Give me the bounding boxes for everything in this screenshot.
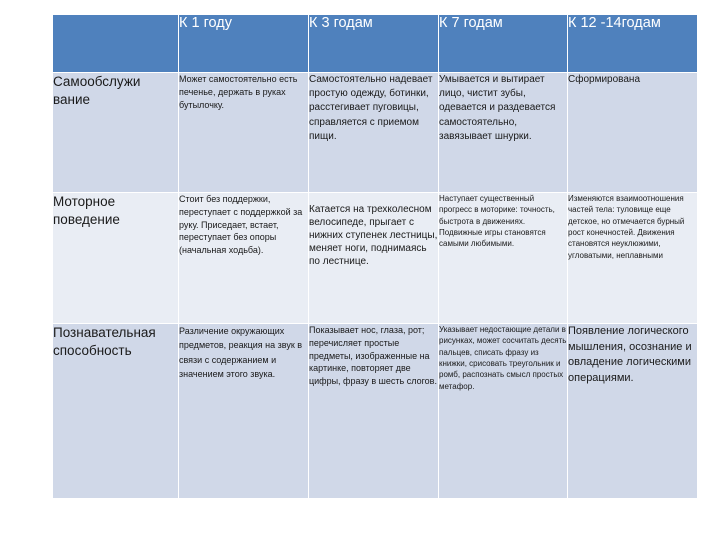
column-header: К 12 -14годам [568,15,698,73]
table-row [53,73,698,193]
table-cell: Изменяются взаимоотношения частей тела: туловище еще детское, но отмечается бурный рост конечностей. Движения становятся неуклюжими, угловатыми, неплавными [568,193,698,324]
column-header: К 1 году [179,15,309,73]
row-header: Моторное поведение [53,193,179,324]
table-cell: Наступает существенный прогресс в моторике: точность, быстрота в движениях. Подвижные игры становятся самыми любимыми. [439,193,568,324]
table-cell: Появление логического мышления, осознание и овладение логическими операциями. [568,324,698,499]
table-header-row [53,15,698,73]
table-row [53,324,698,499]
development-table [52,14,698,499]
column-header: К 7 годам [439,15,568,73]
table-corner-cell [53,15,179,73]
table-cell: Может самостоятельно есть печенье, держать в руках бутылочку. [179,73,309,193]
table-cell: Показывает нос, глаза, рот; перечисляет простые предметы, изображенные на картинке, повторяет две цифры, фразу в шесть слогов. [309,324,439,499]
table-cell: Различение окружающих предметов, реакция на звук в связи с содержанием и значением этого звука. [179,324,309,499]
table-cell: Самостоятельно надевает простую одежду, ботинки, расстегивает пуговицы, справляется с приемом пищи. [309,73,439,193]
row-header: Самообслужи вание [53,73,179,193]
table-cell: Умывается и вытирает лицо, чистит зубы, одевается и раздевается самостоятельно, завязывает шнурки. [439,73,568,193]
column-header: К 3 годам [309,15,439,73]
table-cell: Катается на трехколесном велосипеде, прыгает с нижних ступенек лестницы, меняет ноги, поднимаясь по лестнице. [309,193,439,324]
table-row [53,193,698,324]
row-header: Познавательная способность [53,324,179,499]
table-cell: Стоит без поддержки, переступает с поддержкой за руку. Приседает, встает, переступает без опоры (начальная ходьба). [179,193,309,324]
table-cell: Указывает недостающие детали в рисунках, может сосчитать десять пальцев, списать фразу из книжки, срисовать треугольник и ромб, распознать смысл простых метафор. [439,324,568,499]
table-cell: Сформирована [568,73,698,193]
